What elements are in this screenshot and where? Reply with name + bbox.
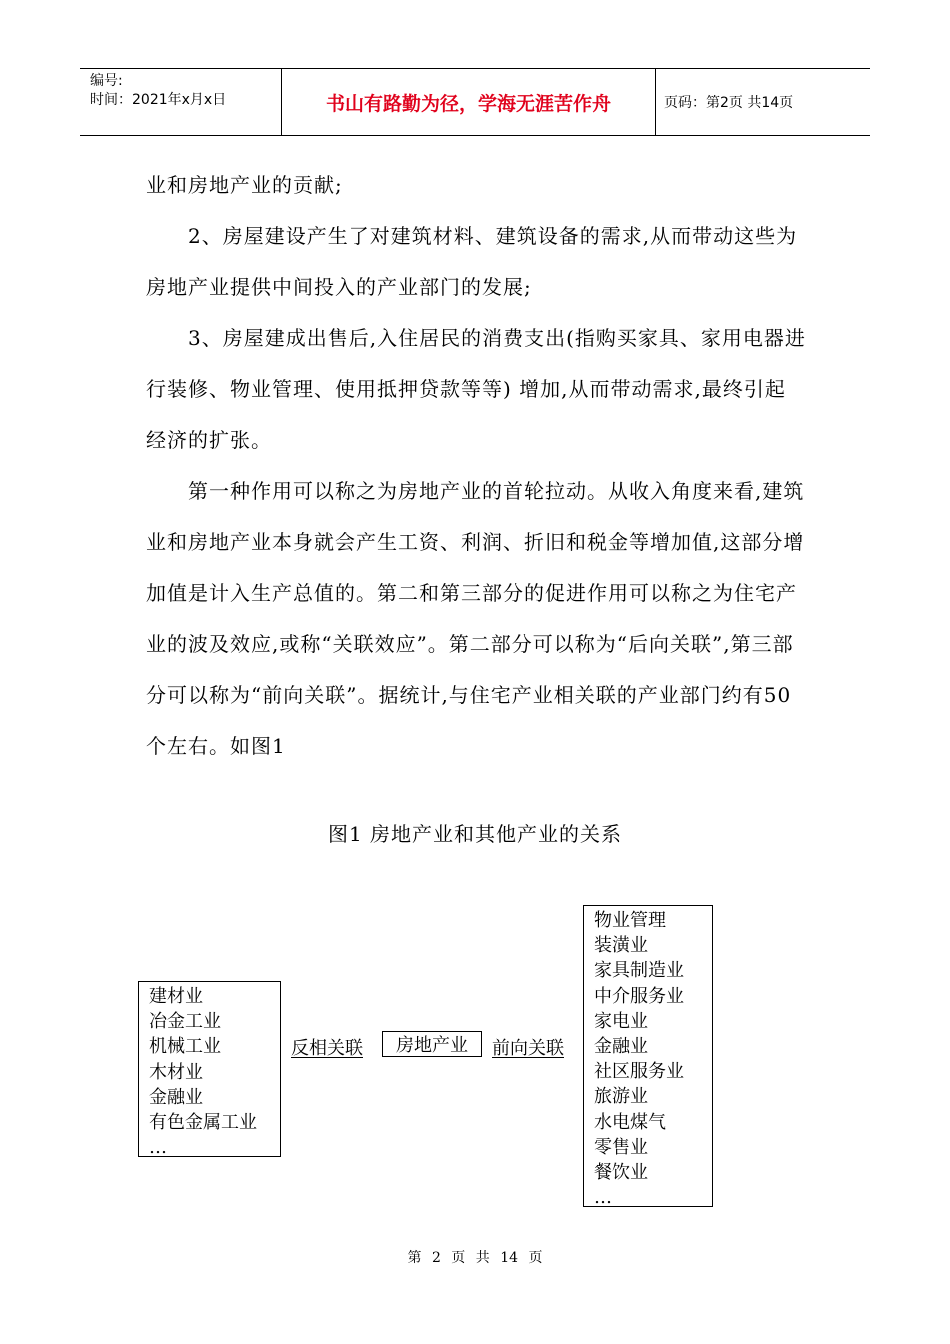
real-estate-box: 房地产业: [382, 1031, 482, 1057]
time-label: 时间：2021年x月x日: [90, 92, 227, 108]
forward-industry-item: 社区服务业: [594, 1061, 684, 1083]
backward-industry-item: 建材业: [149, 986, 203, 1007]
forward-industry-item: 餐饮业: [594, 1162, 648, 1184]
backward-industry-item: 木材业: [149, 1061, 203, 1083]
backward-industry-item: 冶金工业: [149, 1011, 221, 1033]
page-footer: 第 2 页 共 14 页: [407, 1250, 543, 1266]
backward-industry-item: …: [149, 1137, 167, 1159]
paragraph-3: 3、房屋建成出售后,入住居民的消费支出(指购买家具、家用电器进行装修、物业管理、使用抵押贷款等等) 增加,从而带动需求,最终引起经济的扩张。: [146, 326, 806, 452]
forward-industry-item: …: [594, 1187, 612, 1209]
backward-industries-box: [138, 981, 281, 1157]
paragraph-2: 2、房屋建设产生了对建筑材料、建筑设备的需求,从而带动这些为房地产业提供中间投入的产业部门的发展;: [146, 224, 798, 299]
forward-industry-item: 水电煤气: [594, 1111, 666, 1133]
forward-industry-item: 旅游业: [594, 1086, 648, 1108]
header-motto: 书山有路勤为径，学海无涯苦作舟: [282, 69, 656, 135]
forward-industry-item: 物业管理: [594, 910, 666, 931]
forward-industry-item: 金融业: [594, 1036, 648, 1058]
forward-industry-item: 装潢业: [594, 935, 648, 957]
page-header: [80, 68, 870, 136]
number-label: 编号:: [90, 73, 123, 89]
header-meta: [80, 69, 282, 135]
paragraph-1: 业和房地产业的贡献;: [146, 173, 343, 197]
backward-industry-item: 机械工业: [149, 1036, 221, 1058]
forward-industry-item: 家具制造业: [594, 960, 684, 982]
forward-industry-item: 零售业: [594, 1136, 648, 1158]
forward-industry-item: 家电业: [594, 1010, 648, 1032]
backward-industry-item: 有色金属工业: [149, 1112, 257, 1134]
forward-link-label: 前向关联: [492, 1038, 564, 1059]
figure-caption: 图1 房地产业和其他产业的关系: [327, 822, 623, 846]
forward-industry-item: 中介服务业: [594, 985, 684, 1007]
forward-industries-box: [583, 905, 713, 1207]
paragraph-4: 第一种作用可以称之为房地产业的首轮拉动。从收入角度来看,建筑业和房地产业本身就会产生工资、利润、折旧和税金等增加值,这部分增加值是计入生产总值的。第二和第三部分的促进作用可以称之为住宅产业的波及效应,或称“关联效应”。第二部分可以称为“后向关联”,第三部分可以称为“前向关联”。据统计,与住宅产业相关联的产业部门约有50 个左右。如图1: [146, 479, 805, 758]
backward-link-label: 反相关联: [291, 1038, 363, 1059]
header-page-info: 页码：第2页 共14页: [664, 95, 794, 111]
backward-industry-item: 金融业: [149, 1086, 203, 1108]
